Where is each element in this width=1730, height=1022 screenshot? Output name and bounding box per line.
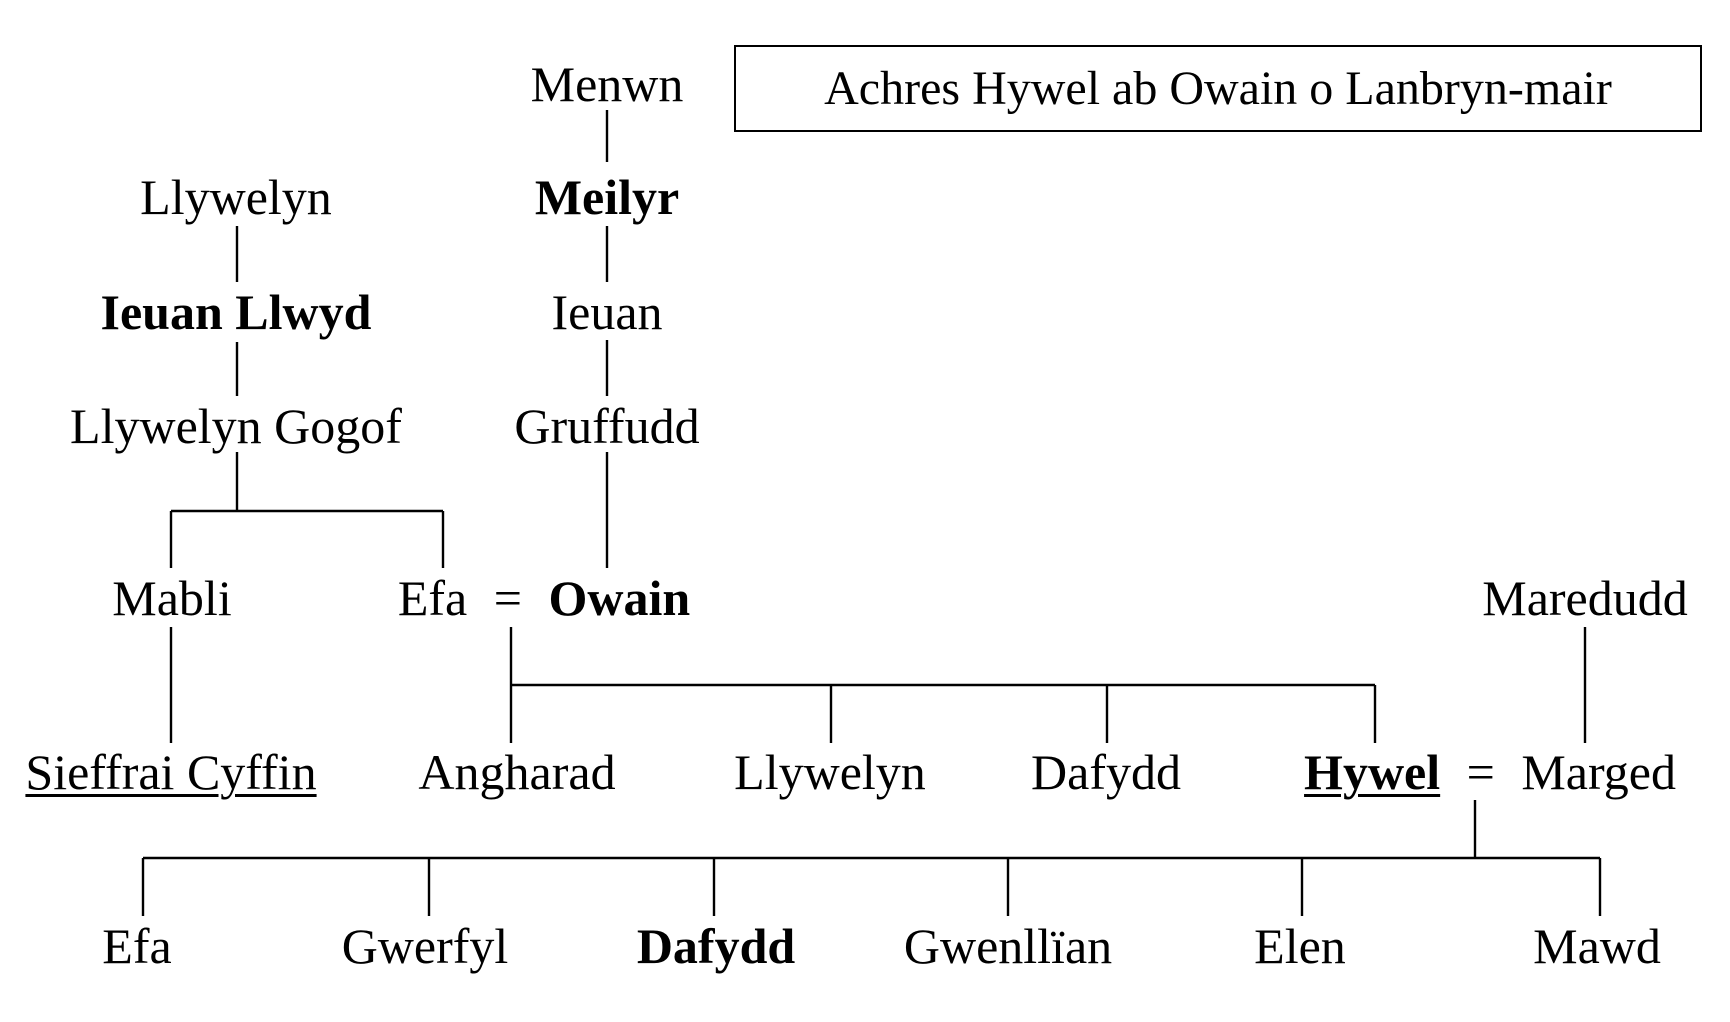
person-efa: Efa	[397, 570, 468, 626]
person-llywelyn-top: Llywelyn	[140, 169, 332, 225]
person-ieuan: Ieuan	[551, 284, 663, 340]
couple-hywel-marged	[1304, 744, 1676, 800]
marriage-symbol: =	[493, 570, 522, 626]
person-hywel: Hywel	[1304, 744, 1441, 800]
person-angharad: Angharad	[418, 744, 616, 800]
couple-efa-owain	[397, 570, 691, 626]
person-sieffrai-cyffin: Sieffrai Cyffin	[25, 744, 317, 800]
person-marged: Marged	[1521, 744, 1676, 800]
person-maredudd: Maredudd	[1482, 570, 1688, 626]
person-menwn: Menwn	[530, 56, 684, 112]
person-mabli: Mabli	[112, 570, 232, 626]
marriage-symbol-2: =	[1466, 744, 1495, 800]
person-llywelyn-child: Llywelyn	[734, 744, 926, 800]
person-dafydd-child: Dafydd	[1031, 744, 1181, 800]
person-gruffudd: Gruffudd	[514, 398, 700, 454]
chart-title: Achres Hywel ab Owain o Lanbryn-mair	[824, 62, 1612, 115]
person-gwerfyl: Gwerfyl	[341, 918, 509, 974]
person-llywelyn-gogof: Llywelyn Gogof	[70, 398, 402, 454]
person-dafydd-grandchild: Dafydd	[636, 918, 796, 974]
person-efa-grandchild: Efa	[102, 918, 172, 974]
person-owain: Owain	[548, 570, 691, 626]
person-ieuan-llwyd: Ieuan Llwyd	[100, 284, 372, 340]
person-mawd: Mawd	[1533, 918, 1661, 974]
chart-title-box	[734, 45, 1702, 132]
person-elen: Elen	[1254, 918, 1346, 974]
person-meilyr: Meilyr	[534, 169, 680, 225]
person-gwenllian: Gwenllïan	[903, 918, 1113, 974]
